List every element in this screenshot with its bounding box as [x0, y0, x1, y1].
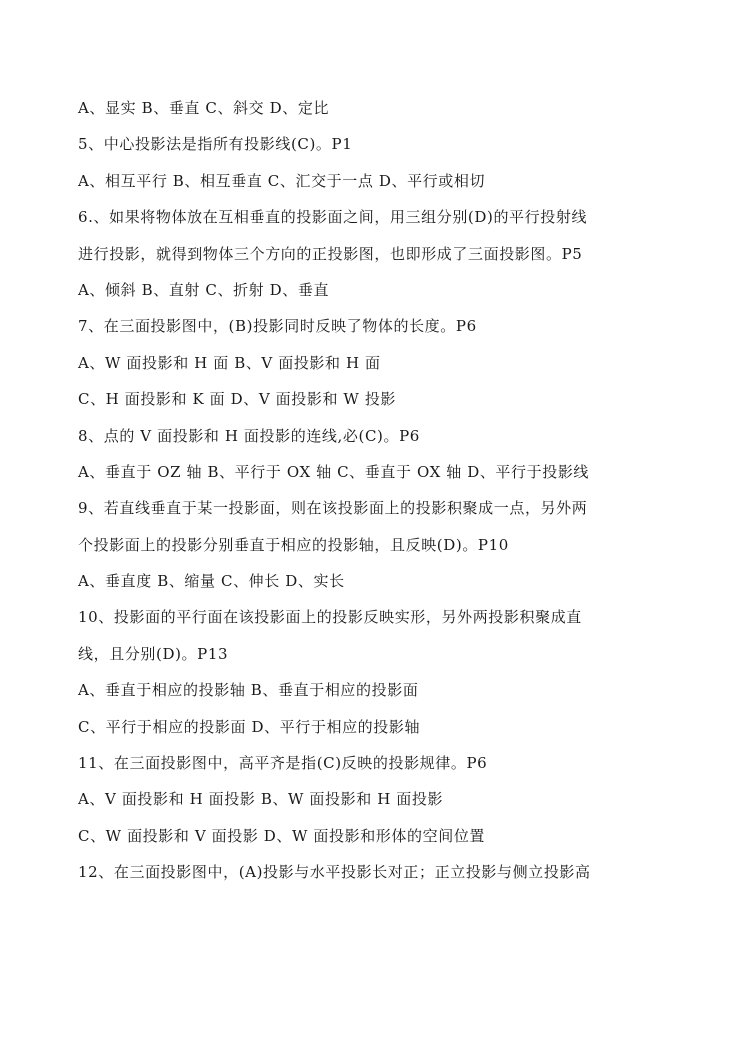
text-line: 12、在三面投影图中，(A)投影与水平投影长对正；正立投影与侧立投影高 — [78, 863, 591, 882]
text-line: 11、在三面投影图中，高平齐是指(C)反映的投影规律。P6 — [78, 754, 488, 773]
text-line: 进行投影，就得到物体三个方向的正投影图，也即形成了三面投影图。P5 — [78, 244, 583, 263]
text-line: A、倾斜 B、直射 C、折射 D、垂直 — [78, 280, 330, 299]
text-line: A、V 面投影和 H 面投影 B、W 面投影和 H 面投影 — [78, 790, 444, 809]
text-line: 9、若直线垂直于某一投影面，则在该投影面上的投影积聚成一点，另外两 — [78, 499, 588, 518]
text-line: 7、在三面投影图中，(B)投影同时反映了物体的长度。P6 — [78, 317, 477, 336]
text-line: 10、投影面的平行面在该投影面上的投影反映实形，另外两投影积聚成直 — [78, 608, 582, 627]
text-line: 5、中心投影法是指所有投影线(C)。P1 — [78, 135, 353, 154]
text-line: A、垂直于 OZ 轴 B、平行于 OX 轴 C、垂直于 OX 轴 D、平行于投影线 — [78, 462, 590, 481]
text-line: 8、点的 V 面投影和 H 面投影的连线,必(C)。P6 — [78, 426, 420, 445]
text-line: 线，且分别(D)。P13 — [78, 644, 229, 663]
text-line: C、H 面投影和 K 面 D、V 面投影和 W 投影 — [78, 390, 397, 409]
text-line: 6.、如果将物体放在互相垂直的投影面之间，用三组分别(D)的平行投射线 — [78, 208, 588, 227]
text-line: A、垂直度 B、缩量 C、伸长 D、实长 — [78, 572, 345, 591]
text-line: A、显实 B、垂直 C、斜交 D、定比 — [78, 99, 330, 117]
text-line: C、W 面投影和 V 面投影 D、W 面投影和形体的空间位置 — [78, 826, 486, 845]
text-line: C、平行于相应的投影面 D、平行于相应的投影轴 — [78, 717, 421, 736]
question-text-block — [78, 94, 678, 895]
text-line: A、垂直于相应的投影轴 B、垂直于相应的投影面 — [78, 681, 419, 700]
text-line: A、相互平行 B、相互垂直 C、汇交于一点 D、平行或相切 — [78, 171, 486, 190]
text-line: A、W 面投影和 H 面 B、V 面投影和 H 面 — [78, 353, 381, 372]
text-line: 个投影面上的投影分别垂直于相应的投影轴，且反映(D)。P10 — [78, 535, 509, 554]
